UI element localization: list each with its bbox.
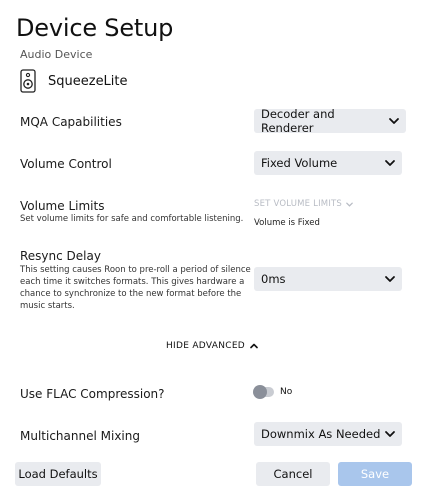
resync-delay-label: Resync Delay bbox=[20, 249, 101, 263]
resync-delay-description: This setting causes Roon to pre-roll a period of silence each time it switches formats. This gives hardware a chance to synchronize to the new format before the music starts. bbox=[20, 265, 251, 311]
volume-status: Volume is Fixed bbox=[254, 218, 320, 228]
chevron-down-icon bbox=[345, 200, 354, 209]
volume-control-select[interactable] bbox=[254, 151, 402, 175]
page-title: Device Setup bbox=[16, 14, 174, 42]
audio-device-name: SqueezeLite bbox=[48, 73, 128, 89]
cancel-button[interactable]: Cancel bbox=[256, 462, 330, 486]
audio-device-label: Audio Device bbox=[20, 48, 93, 61]
set-volume-limits-link[interactable] bbox=[254, 199, 354, 209]
save-button[interactable]: Save bbox=[338, 462, 412, 486]
multichannel-mixing-value: Downmix As Needed bbox=[261, 427, 381, 441]
chevron-down-icon bbox=[384, 157, 396, 169]
volume-control-value: Fixed Volume bbox=[261, 156, 338, 170]
audio-device-row bbox=[20, 66, 128, 96]
volume-limits-label: Volume Limits bbox=[20, 199, 105, 213]
chevron-up-icon bbox=[249, 341, 259, 351]
dialog-footer bbox=[0, 454, 425, 500]
settings-scroll-area[interactable] bbox=[0, 44, 425, 454]
chevron-down-icon bbox=[384, 428, 396, 440]
volume-limits-description: Set volume limits for safe and comfortable listening. bbox=[20, 214, 244, 224]
resync-delay-select[interactable] bbox=[254, 267, 402, 291]
chevron-down-icon bbox=[388, 115, 400, 127]
resync-delay-value: 0ms bbox=[261, 272, 286, 286]
toggle-track bbox=[254, 387, 274, 397]
mqa-capabilities-value: Decoder and Renderer bbox=[261, 107, 335, 135]
flac-compression-state: No bbox=[280, 387, 293, 397]
flac-compression-toggle[interactable] bbox=[254, 387, 292, 397]
load-defaults-button[interactable]: Load Defaults bbox=[15, 462, 101, 486]
speaker-icon bbox=[20, 69, 36, 93]
volume-control-label: Volume Control bbox=[20, 157, 112, 171]
mqa-capabilities-select[interactable] bbox=[254, 109, 406, 133]
hide-advanced-label: HIDE ADVANCED bbox=[165, 341, 246, 351]
hide-advanced-toggle[interactable] bbox=[0, 341, 425, 351]
flac-compression-label: Use FLAC Compression? bbox=[20, 387, 165, 401]
set-volume-limits-text: SET VOLUME LIMITS bbox=[254, 199, 343, 209]
chevron-down-icon bbox=[384, 273, 396, 285]
mqa-capabilities-label: MQA Capabilities bbox=[20, 115, 122, 129]
toggle-knob bbox=[253, 385, 267, 399]
multichannel-mixing-select[interactable] bbox=[254, 422, 402, 446]
multichannel-mixing-label: Multichannel Mixing bbox=[20, 429, 140, 443]
